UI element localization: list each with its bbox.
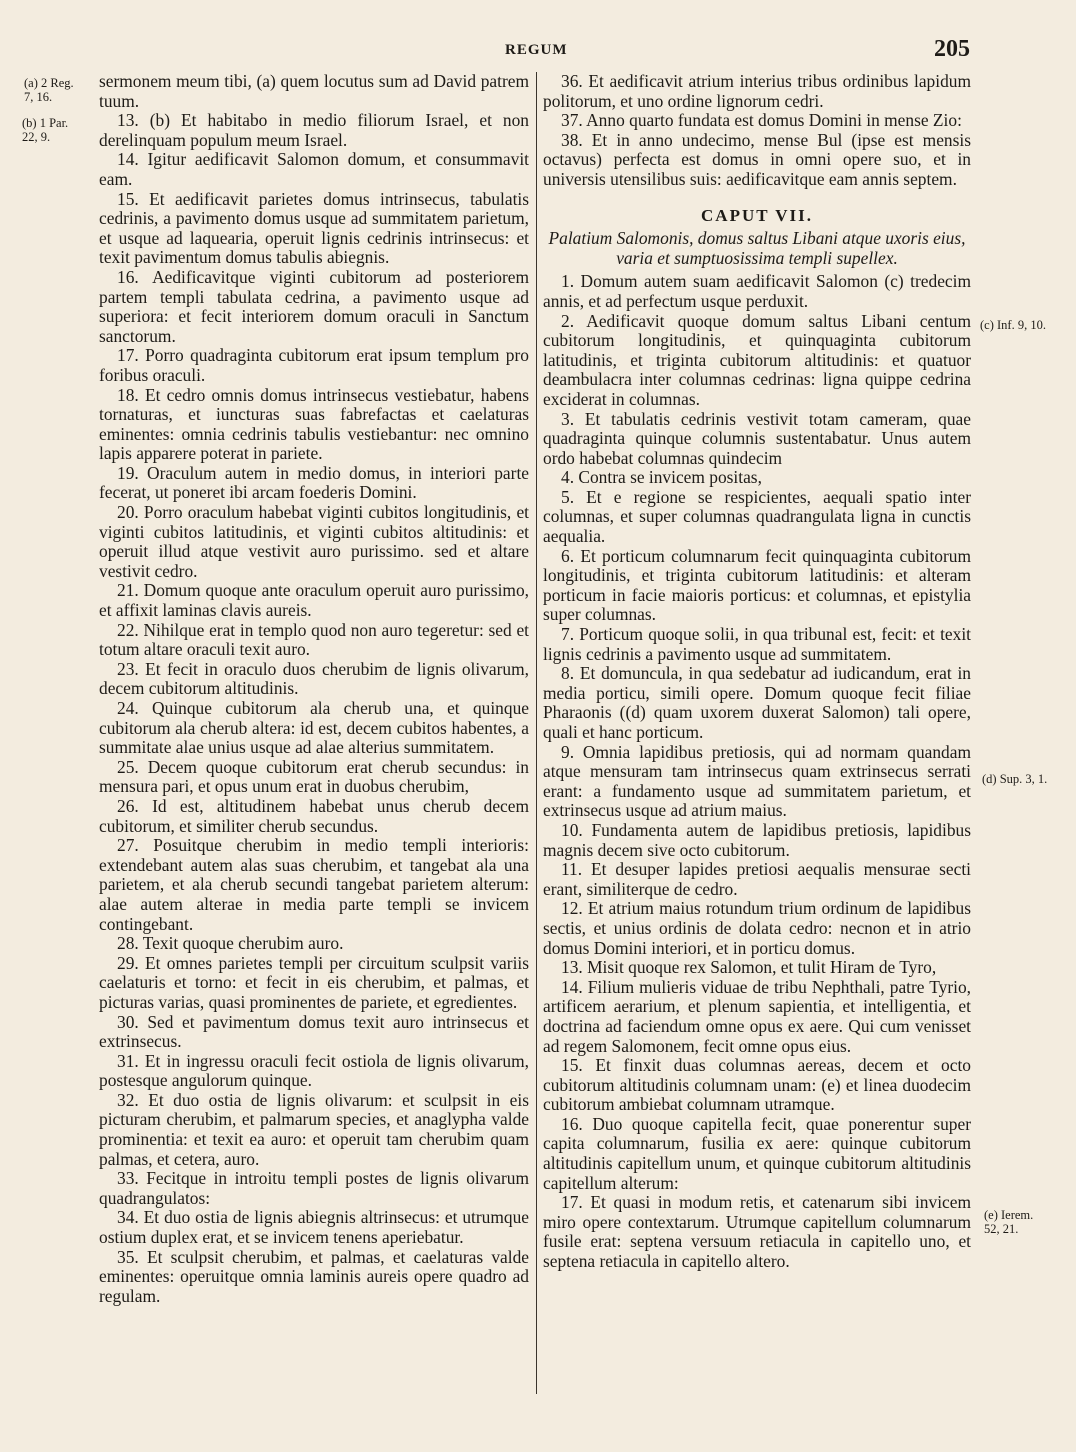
verse: 9. Omnia lapidibus pretiosis, qui ad normam quandam atque mensuram tam intrinsecus quam extrinsecus serrati erant: a fundamento usque ad summitatem parietum, et extrinsecus usque ad atrium maius. (543, 741, 971, 821)
verse: 33. Fecitque in introitu templi postes de lignis olivarum quadrangulatos: (99, 1168, 529, 1208)
verse: 15. Et finxit duas columnas aereas, decem et octo cubitorum altitudinis columnam unam: (e) et linea duodecim cubitorum ambiebat columnam utramque. (543, 1055, 971, 1115)
verse: 25. Decem quoque cubitorum erat cherub secundus: in mensura pari, et opus unum erat in duobus cherubim, (99, 756, 529, 797)
verse: 15. Et aedificavit parietes domus intrinsecus, tabulatis cedrinis, a pavimento domus usque ad summitatem parietum, et usque ad laquearia, operuit lignis cedrinis intrinsecus: et texit pavimentum domus tabulis abiegnis. (99, 188, 529, 268)
verse: 36. Et aedificavit atrium interius tribus ordinibus lapidum politorum, et uno ordine lignorum cedri. (543, 71, 971, 111)
verse: 8. Et domuncula, in qua sedebatur ad iudicandum, erat in media porticu, simili opere. Domum quoque fecit filiae Pharaonis ((d) quam uxorem duxerat Salomon) tali opere, quali et hanc porticum. (543, 663, 971, 742)
verse: 16. Duo quoque capitella fecit, quae ponerentur super capita columnarum, fusilia ex aere: quinque cubitorum altitudinis capitellum unum, et quinque cubitorum altitudinis capitellum alterum: (543, 1113, 971, 1193)
verse: 12. Et atrium maius rotundum trium ordinum de lapidibus sectis, et unius ordinis de dolata cedro: necnon et in atrio domus Domini interiori, et in porticu domus. (543, 898, 971, 958)
verse: 18. Et cedro omnis domus intrinsecus vestiebatur, habens tornaturas, et iuncturas suas fabrefactas et caelaturas eminentes: omnia cedrinis tabulis vestiebantur: nec omnino lapis apparere poterat in pariete. (99, 384, 529, 464)
verse: 35. Et sculpsit cherubim, et palmas, et caelaturas valde eminentes: operuitque omnia laminis aureis opere quadro ad regulam. (99, 1246, 529, 1306)
left-column (99, 72, 529, 1306)
verse: sermonem meum tibi, (a) quem locutus sum ad David patrem tuum. (99, 71, 529, 111)
verse: 5. Et e regione se respicientes, aequali spatio inter columnas, et super columnas quadrangulata ligna in cunctis aequalia. (543, 486, 971, 547)
margin-note-a: (a) 2 Reg. 7, 16. (24, 76, 74, 104)
verse: 2. Aedificavit quoque domum saltus Libani centum cubitorum longitudinis, et quinquaginta cubitorum latitudinis, et triginta cubitorum altitudinis: et quatuor deambulacra inter columnas cedrinas: ligna quippe cedrina exciderat in columnas. (543, 310, 971, 409)
chapter-heading: CAPUT VII. (701, 205, 813, 225)
verse: 32. Et duo ostia de lignis olivarum: et sculpsit in eis picturam cherubim, et palmarum species, et anaglypha valde prominentia: et texit ea auro: et operuit tam cherubim quam palmas, et cetera, auro. (99, 1089, 529, 1169)
verse: 29. Et omnes parietes templi per circuitum sculpsit variis caelaturis et torno: et fecit in eis cherubim, et palmas, et picturas varias, quasi prominentes de pariete, et egredientes. (99, 952, 529, 1012)
verse: 1. Domum autem suam aedificavit Salomon (c) tredecim annis, et ad perfectum usque perduxit. (543, 271, 971, 311)
column-divider (536, 72, 537, 1394)
verse: 10. Fundamenta autem de lapidibus pretiosis, lapidibus magnis decem sive octo cubitorum. (543, 819, 971, 860)
verse: 17. Porro quadraginta cubitorum erat ipsum templum pro foribus oraculi. (99, 345, 529, 385)
chapter-summary: Palatium Salomonis, domus saltus Libani atque uxoris eius, varia et sumptuosissima templi supellex. (548, 228, 966, 268)
margin-note-c: (c) Inf. 9, 10. (980, 318, 1046, 332)
verse: 13. (b) Et habitabo in medio filiorum Israel, et non derelinquam populum meum Israel. (99, 110, 529, 150)
verse: 19. Oraculum autem in medio domus, in interiori parte fecerat, ut poneret ibi arcam foederis Domini. (99, 462, 529, 503)
verse: 14. Igitur aedificavit Salomon domum, et consummavit eam. (99, 149, 529, 189)
verse: 17. Et quasi in modum retis, et catenarum sibi invicem miro opere contextarum. Utrumque capitellum columnarum fusile erat: septena versuum retiacula in capitello uno, et septena retiacula in capitello altero. (543, 1192, 971, 1272)
margin-note-d: (d) Sup. 3, 1. (982, 772, 1048, 786)
verse: 14. Filium mulieris viduae de tribu Nephthali, patre Tyrio, artificem aerarium, et plenum sapientia, et intelligentia, et doctrina ad faciendum omne opus ex aere. Qui cum venisset ad regem Salomonem, fecit omne opus eius. (543, 976, 971, 1056)
verse: 30. Sed et pavimentum domus texit auro intrinsecus et extrinsecus. (99, 1011, 529, 1052)
verse: 26. Id est, altitudinem habebat unus cherub decem cubitorum, et similiter cherub secundus. (99, 795, 529, 836)
verse: 23. Et fecit in oraculo duos cherubim de lignis olivarum, decem cubitorum altitudinis. (99, 658, 529, 699)
verse: 37. Anno quarto fundata est domus Domini in mense Zio: (561, 110, 962, 131)
verse: 4. Contra se invicem positas, (561, 467, 762, 488)
verse: 31. Et in ingressu oraculi fecit ostiola de lignis olivarum, postesque angulorum quinque. (99, 1050, 529, 1091)
verse: 28. Texit quoque cherubim auro. (117, 933, 344, 954)
margin-note-b: (b) 1 Par. 22, 9. (22, 116, 69, 144)
verse: 34. Et duo ostia de lignis abiegnis altrinsecus: et utrumque ostium duplex erat, et se invicem tenens aperiebatur. (99, 1207, 529, 1248)
verse: 24. Quinque cubitorum ala cherub una, et quinque cubitorum ala cherub altera: id est, decem cubitos habentes, a summitate alae unius usque ad alae alterius summitatem. (99, 698, 529, 758)
margin-note-e: (e) Ierem. 52, 21. (984, 1208, 1034, 1236)
verse: 21. Domum quoque ante oraculum operuit auro purissimo, et affixit laminas clavis aureis. (99, 580, 529, 621)
page-number: 205 (934, 36, 970, 62)
verse: 7. Porticum quoque solii, in qua tribunal est, fecit: et texit lignis cedrinis a pavimento usque ad summitatem. (543, 624, 971, 664)
verse: 6. Et porticum columnarum fecit quinquaginta cubitorum longitudinis, et triginta cubitorum latitudinis: et alteram porticum in facie maioris porticus: et columnas, et epistylia super columnas. (543, 545, 971, 625)
verse: 38. Et in anno undecimo, mense Bul (ipse est mensis octavus) perfecta est domus in omni opere suo, et in universis utensilibus suis: aedificavitque eam annis septem. (543, 129, 971, 189)
verse: 11. Et desuper lapides pretiosi aequalis mensurae secti erant, similiterque de cedro. (543, 859, 971, 899)
verse: 13. Misit quoque rex Salomon, et tulit Hiram de Tyro, (561, 957, 937, 978)
running-title: REGUM (505, 42, 568, 58)
verse: 22. Nihilque erat in templo quod non auro tegeretur: sed et totum altare oraculi texit auro. (99, 619, 529, 660)
right-column (543, 72, 971, 1272)
verse: 3. Et tabulatis cedrinis vestivit totam cameram, quae quadraginta quinque columnis sustentabatur. Unus autem ordo habebat columnas quindecim (543, 408, 971, 468)
verse: 20. Porro oraculum habebat viginti cubitos longitudinis, et viginti cubitos latitudinis, et viginti cubitos altitudinis: et operuit illud atque vestivit auro purissimo. sed et altare vestivit cedro. (99, 502, 529, 581)
verse: 16. Aedificavitque viginti cubitorum ad posteriorem partem templi tabulata cedrina, a pavimento usque ad superiora: et fecit interiorem domum oraculi in Sanctum sanctorum. (99, 266, 529, 346)
verse: 27. Posuitque cherubim in medio templi interioris: extendebant autem alas suas cherubim, et tangebat ala una parietem, et ala cherub secundi tangebat parietem alterum: alae autem alterae in media parte templi se invicem contingebant. (99, 835, 529, 934)
